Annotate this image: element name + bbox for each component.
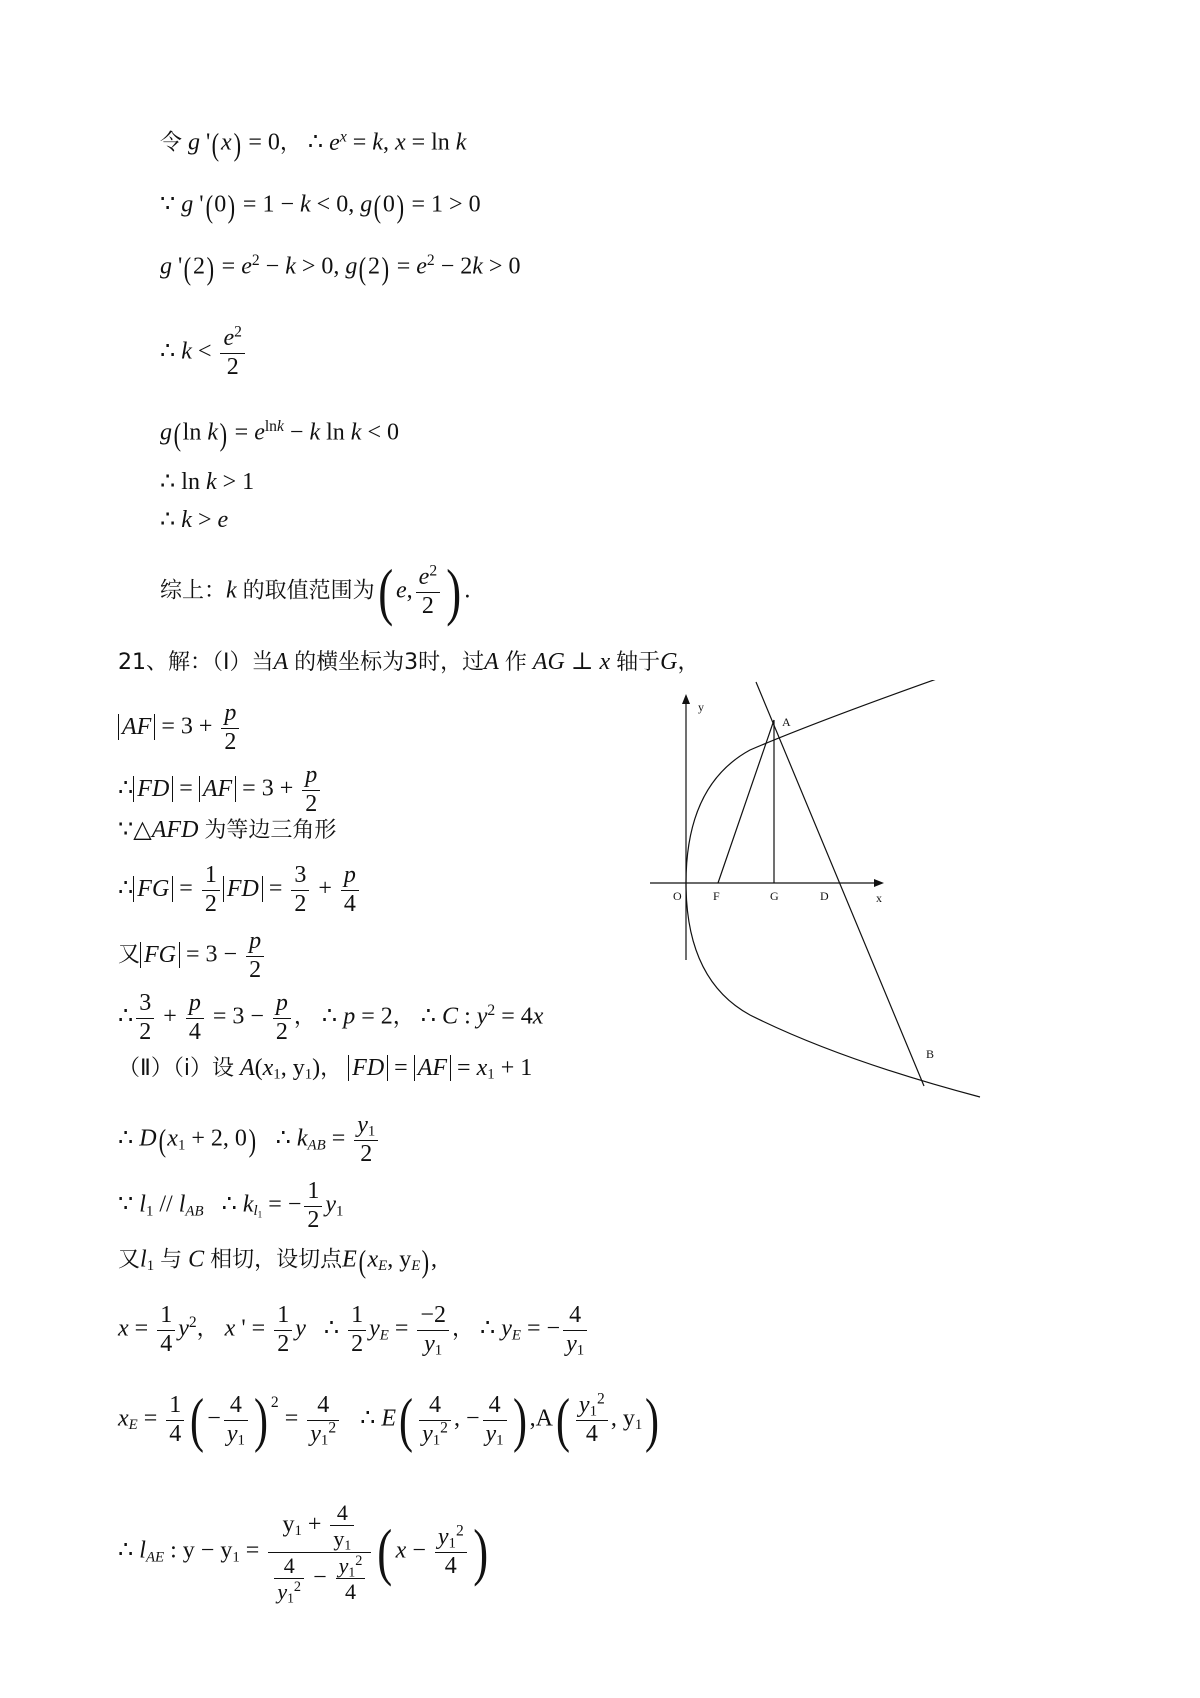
therefore-sym: ∴ (360, 1405, 376, 1432)
line-7: ∴ k > e (160, 507, 229, 533)
because-sym: ∵ (118, 817, 134, 843)
therefore-sym: ∴ (323, 1315, 340, 1342)
line-q21: 21、解：（Ⅰ）当A 的横坐标为3时，过A 作 AG ⊥ x 轴于G， (118, 649, 700, 675)
y-axis-arrow (682, 694, 690, 704)
x-axis-arrow (874, 879, 884, 887)
therefore-sym: ∴ (118, 1537, 134, 1564)
line-1: 令 g '(x) = 0， ∴ $e^x = k$, x = ln k (160, 126, 467, 162)
line-2: ∵ g '(0) = 1 − k < 0, g(0) = 1 > 0 (160, 188, 481, 224)
line-fg: ∴ FG = $\frac{1}{2}$ FD = $\frac{3}{2}$ + $\frac{p}{4}$ (118, 862, 362, 918)
label-F: F (713, 889, 720, 903)
line-d: ∴ $D(x_1 + 2$, 0) ∴ $k_{AB}$ = $\frac{y_1}{2}$ (118, 1112, 381, 1168)
abscissa-text: 的横坐标为3时，过 (294, 650, 485, 675)
question-number: 21、解： (118, 650, 212, 675)
comma: ， (320, 1056, 343, 1081)
line-derivative: x = $\frac{1}{4}$ $y^2$， x ' = $\frac{1}{2}$ y ∴ $\frac{1}{2}$ $y_E$ = $\frac{-2}{y_1}$ ， ∴ $y_E$ = − $\frac{4}{y_1}$ (118, 1302, 590, 1358)
line-tangent: 又$l_1$ 与 C 相切，设切点$E(x_E$, $y_E$), (118, 1243, 437, 1279)
line-AB (756, 682, 924, 1086)
therefore-sym: ∴ (420, 1003, 437, 1030)
line-points: $x_E$ = $\frac{1}{4}$ ( − $\frac{4}{y_1}$ ) $^2$ = $\frac{4}{y_1^2}$ ∴ E( $\frac{4}{y_1^2}$ , − $\frac{4}{y_1}$ ) ,A( $\frac{y_1^2}{4}$ , $y_1$) (118, 1387, 660, 1453)
therefore-sym: ∴ (160, 338, 176, 365)
line-fd: ∴ FD = AF = 3 + $\frac{p}{2}$ (118, 762, 323, 818)
comma: ， (293, 1004, 316, 1030)
line-3: g '$(2) = e^2 - k > 0$, $g(2) = e^2 - 2k > 0$ (160, 250, 521, 286)
make-text: 作 (504, 650, 527, 675)
label-B: B (926, 1047, 935, 1061)
label-O: O (673, 889, 682, 903)
line-6: ∴ ln k > 1 (160, 469, 255, 495)
comma: ， (451, 1316, 474, 1342)
comma: ， (677, 650, 700, 675)
tangent-text: 与 (160, 1247, 183, 1273)
parabola-figure (640, 680, 1020, 1110)
therefore-sym: ∴ (307, 129, 324, 156)
parabola-curve (686, 680, 980, 1097)
comma: ， (196, 1316, 219, 1342)
label-y: y (698, 700, 704, 714)
label-D: D (820, 889, 829, 903)
comma: ， (279, 130, 302, 156)
label-G: G (770, 889, 779, 903)
line-4: ∴ k < $\frac{e^2}{2}$ (160, 325, 248, 381)
axis-at-text: 轴于 (616, 650, 661, 675)
summary-label: 综上： (160, 578, 227, 604)
line-8: 综上：k 的取值范围为( e, $\frac{e^2}{2}$ ) . (160, 556, 471, 627)
label-x: x (876, 891, 882, 905)
range-text: 的取值范围为 (242, 578, 375, 604)
line-af: AF = 3 + $\frac{p}{2}$ (118, 700, 242, 756)
part2-label: （Ⅱ）（ⅰ）设 (118, 1056, 234, 1081)
line-5: g(ln $k) = e^{lnk} - k$ ln k < 0 (160, 416, 399, 452)
comma: ， (392, 1004, 415, 1030)
because-sym: ∵ (118, 1191, 134, 1218)
line-p: ∴ $\frac{3}{2}$ + $\frac{p}{4}$ = 3 − $\frac{p}{2}$ ， ∴ p = 2， ∴ C : $y^2 = 4x$ (118, 990, 544, 1045)
text-ling: 令 (160, 130, 183, 156)
also-text: 又 (118, 942, 141, 968)
line-fg2: 又 FG = 3 − $\frac{p}{2}$ (118, 928, 267, 984)
therefore-sym: ∴ (160, 507, 176, 533)
segment-AF (718, 720, 774, 883)
part1-label: （Ⅰ）当 (212, 650, 274, 675)
label-A: A (782, 715, 791, 729)
line-equilateral: ∵△AFD 为等边三角形 (118, 817, 337, 843)
line-parallel: ∵ $l_1 // l_{AB}$ ∴ $k_{l_1}$ = − $\frac{1}{2}$ $y_1$ (118, 1178, 344, 1233)
therefore-sym: ∴ (118, 1125, 134, 1152)
therefore-sym: ∴ (321, 1003, 338, 1030)
also-text: 又 (118, 1247, 141, 1273)
equilateral-text: 为等边三角形 (204, 818, 337, 843)
tangent-text2: 相切，设切点 (210, 1247, 343, 1273)
line-lae: ∴ $l_{AE}$ : $y - y_1$ = $y_1$ + $\frac{4}{y_1}$ $\frac{4}{y_1^2}$ − $\frac{y_1^2}{4}$ ( x − $\frac{y_1^2}{4}$ ) (118, 1500, 488, 1606)
therefore-sym: ∴ (160, 469, 176, 495)
therefore-sym: ∴ (118, 875, 134, 902)
because-sym: ∵ (160, 191, 176, 218)
therefore-sym: ∴ (479, 1315, 496, 1342)
line-part2: （Ⅱ）（ⅰ）设 $A(x_1$, $y_1$)， FD = AF = $x_1 + 1$ (118, 1055, 533, 1083)
therefore-sym: ∴ (118, 775, 134, 802)
therefore-sym: ∴ (275, 1125, 291, 1152)
therefore-sym: ∴ (221, 1191, 237, 1218)
therefore-sym: ∴ (118, 1003, 134, 1030)
